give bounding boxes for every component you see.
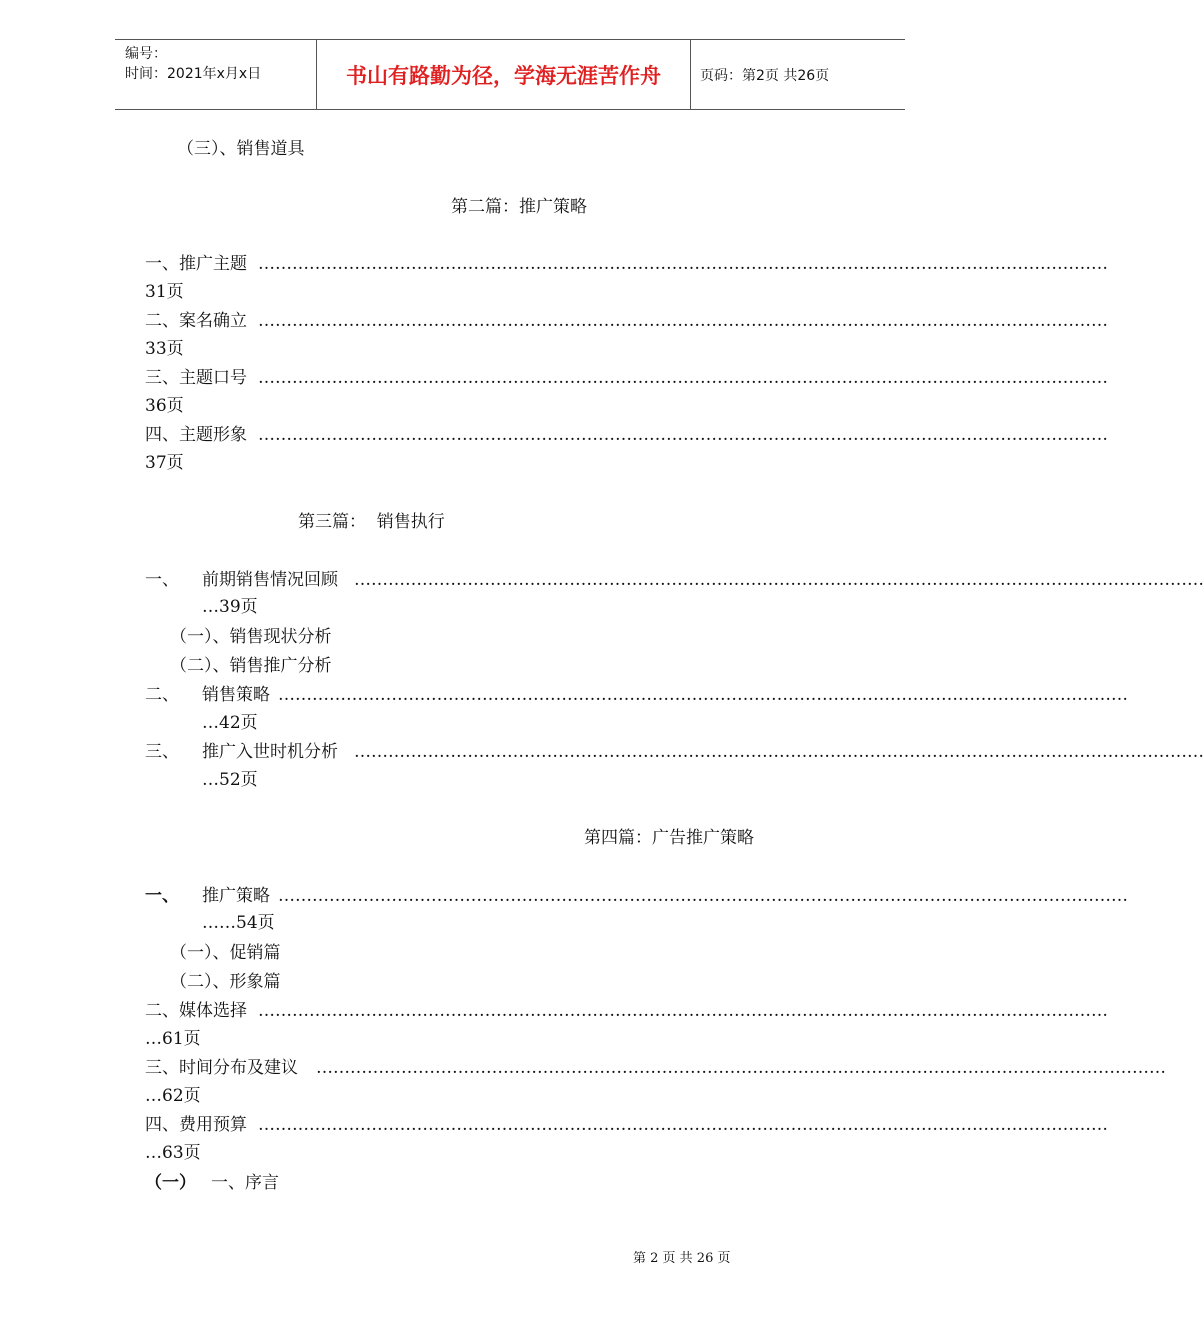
toc-leader-dots: …………………………………………………………………………………………………………………………………… [258, 1115, 1108, 1135]
page-label: 页码：第2页 共26页 [700, 67, 830, 84]
toc-entry-page: 31页 [145, 282, 184, 302]
part4-title: 第四篇：广告推广策略 [584, 828, 754, 848]
toc-entry-page: …39页 [202, 597, 258, 617]
toc-entry-label: 三、时间分布及建议 [145, 1058, 298, 1078]
header-table [115, 39, 905, 110]
toc-entry-label: 四、费用预算 [145, 1115, 247, 1135]
toc-subentry: （二）、形象篇 [170, 972, 281, 992]
toc-entry-label: 四、主题形象 [145, 425, 247, 445]
preface-num: （一） [145, 1173, 196, 1193]
toc-entry-page: …61页 [145, 1029, 201, 1049]
preface-label: 一、序言 [211, 1173, 279, 1193]
toc-entry-label: 一、推广主题 [145, 254, 247, 274]
toc-leader-dots: …………………………………………………………………………………………………………………………………… [354, 570, 1204, 590]
toc-leader-dots: …………………………………………………………………………………………………………………………………… [258, 311, 1108, 331]
page-footer: 第 2 页 共 26 页 [633, 1251, 731, 1266]
toc-leader-dots: …………………………………………………………………………………………………………………………………… [258, 425, 1108, 445]
toc-entry-num: 一、 [145, 570, 179, 590]
toc-entry-label: 推广策略 [202, 886, 270, 906]
header-motto-cell [316, 40, 691, 109]
header-info-cell [115, 40, 315, 109]
toc-entry-num: 三、 [145, 742, 179, 762]
toc-entry-page: …52页 [202, 770, 258, 790]
toc-leader-dots: …………………………………………………………………………………………………………………………………… [258, 368, 1108, 388]
toc-entry-page: 33页 [145, 339, 184, 359]
toc-subentry: （二）、销售推广分析 [170, 656, 332, 676]
toc-subentry: （一）、销售现状分析 [170, 627, 332, 647]
toc-entry-num: 一、 [145, 886, 179, 906]
motto-text: 书山有路勤为径，学海无涯苦作舟 [346, 63, 661, 88]
toc-entry-page: 36页 [145, 396, 184, 416]
toc-entry-num: 二、 [145, 685, 179, 705]
id-label: 编号： [125, 46, 167, 62]
toc-entry-page: ……54页 [202, 913, 275, 933]
toc-leader-dots: …………………………………………………………………………………………………………………………………… [354, 742, 1204, 762]
toc-leader-dots: …………………………………………………………………………………………………………………………………… [258, 1001, 1108, 1021]
toc-entry-page: …62页 [145, 1086, 201, 1106]
toc-entry-label: 二、媒体选择 [145, 1001, 247, 1021]
part2-title: 第二篇：推广策略 [451, 197, 587, 217]
toc-entry-label: 二、案名确立 [145, 311, 247, 331]
toc-entry-label: 三、主题口号 [145, 368, 247, 388]
toc-entry-label: 推广入世时机分析 [202, 742, 338, 762]
toc-entry-page: …42页 [202, 713, 258, 733]
toc-leader-dots: …………………………………………………………………………………………………………………………………… [278, 685, 1128, 705]
toc-entry-page: …63页 [145, 1143, 201, 1163]
date-label: 时间：2021年x月x日 [125, 66, 262, 82]
toc-sales-tools: （三）、销售道具 [177, 139, 305, 159]
header-page-cell [690, 40, 915, 109]
toc-leader-dots: …………………………………………………………………………………………………………………………………… [278, 886, 1128, 906]
part3-title: 第三篇： 销售执行 [298, 512, 445, 532]
toc-leader-dots: …………………………………………………………………………………………………………………………………… [316, 1058, 1166, 1078]
toc-entry-page: 37页 [145, 453, 184, 473]
toc-entry-label: 前期销售情况回顾 [202, 570, 338, 590]
toc-leader-dots: …………………………………………………………………………………………………………………………………… [258, 254, 1108, 274]
toc-subentry: （一）、促销篇 [170, 943, 281, 963]
toc-entry-label: 销售策略 [202, 685, 270, 705]
